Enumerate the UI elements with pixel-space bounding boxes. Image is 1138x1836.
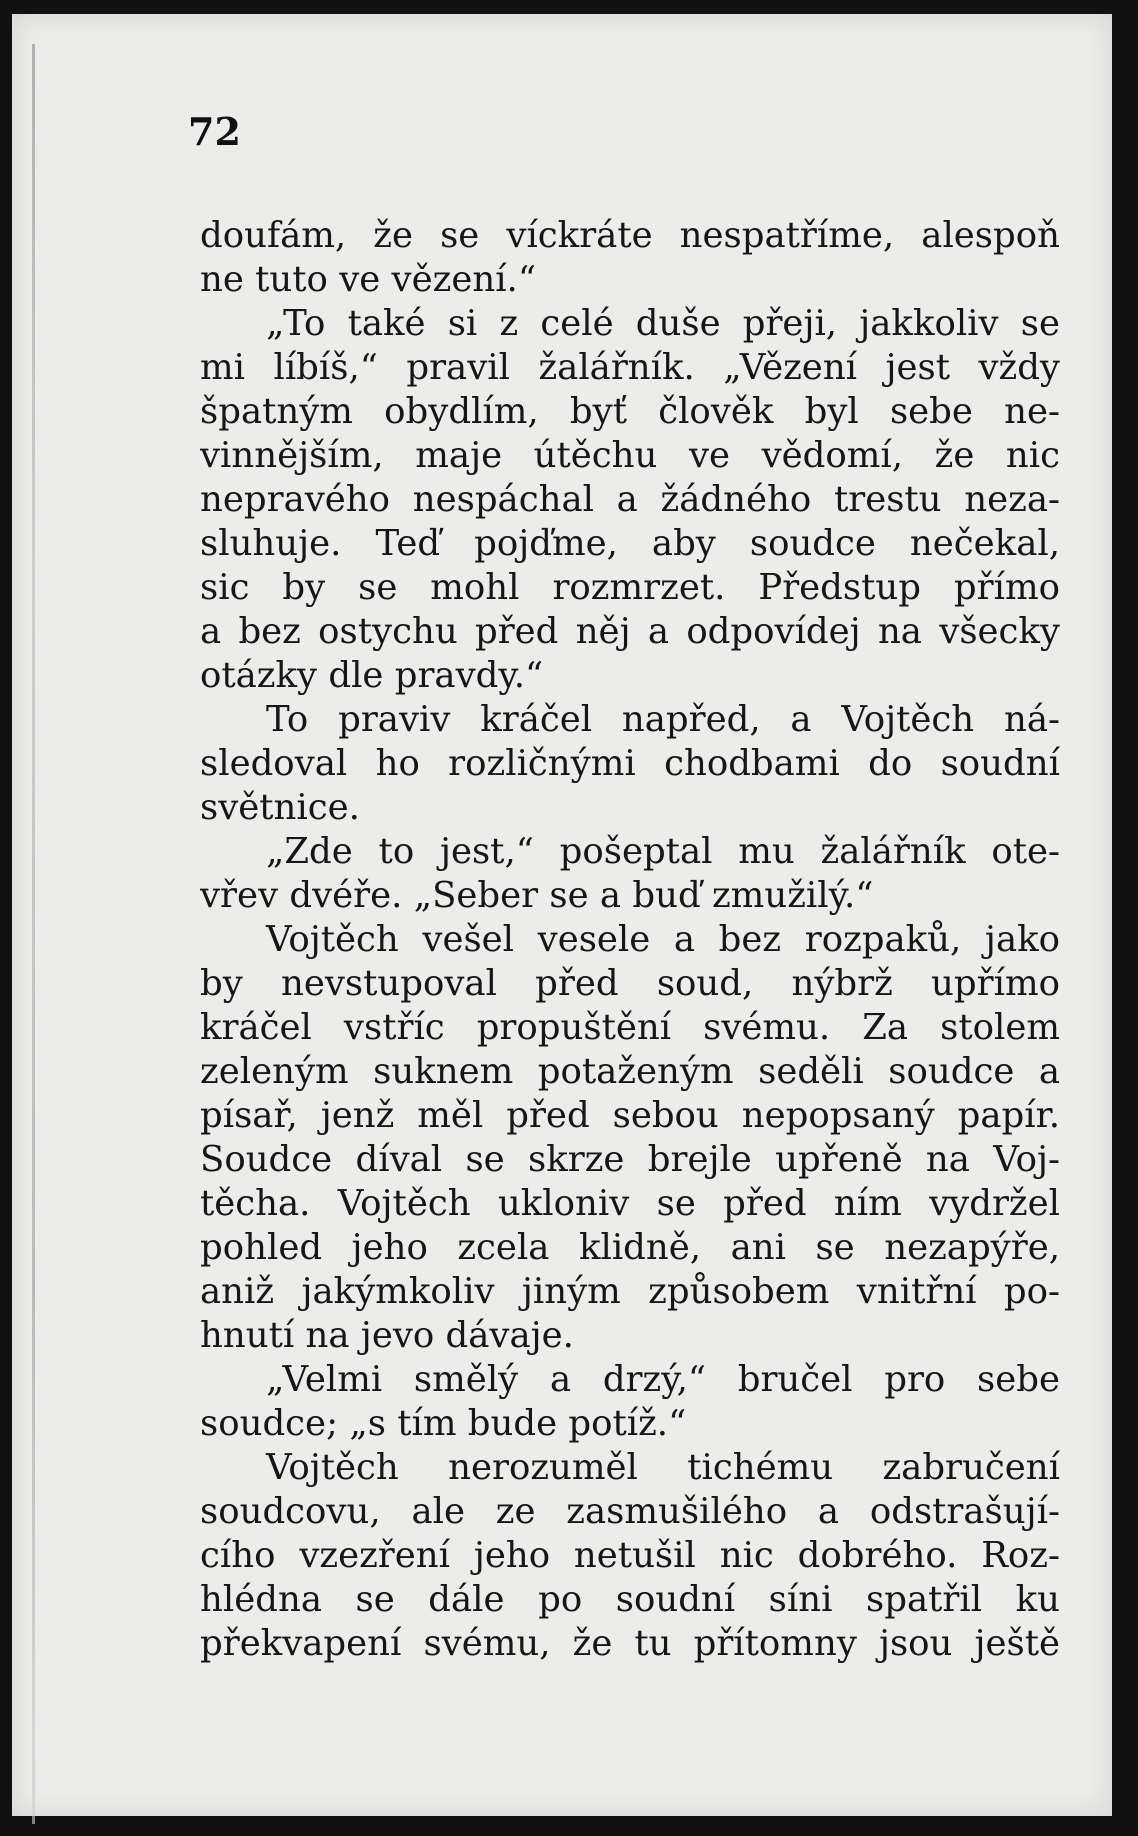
text-line: sluhuje. Teď pojďme, aby soudce nečekal, (200, 523, 1060, 564)
text-line: hnutí na jevo dávaje. (200, 1315, 574, 1356)
text-line: nepravého nespáchal a žádného trestu neza- (200, 479, 1060, 520)
book-page (12, 14, 1112, 1816)
text-line: špatným obydlím, byť člověk byl sebe ne- (200, 391, 1060, 432)
text-line: hlédna se dále po soudní síni spatřil ku (200, 1579, 1060, 1620)
text-line: by nevstupoval před soud, nýbrž upřímo (200, 963, 1060, 1004)
text-line: soudcovu, ale ze zasmušilého a odstrašují- (200, 1491, 1060, 1532)
text-line: Soudce díval se skrze brejle upřeně na Voj- (200, 1139, 1060, 1180)
text-line: písař, jenž měl před sebou nepopsaný papír. (200, 1095, 1060, 1136)
text-line: kráčel vstříc propuštění svému. Za stolem (200, 1007, 1060, 1048)
text-line: pohled jeho zcela klidně, ani se nezapýře, (200, 1227, 1060, 1268)
text-line: „To také si z celé duše přeji, jakkoliv se (266, 303, 1060, 344)
text-line: ne tuto ve vězení.“ (200, 259, 536, 300)
text-line: Vojtěch vešel vesele a bez rozpaků, jako (266, 919, 1060, 960)
text-line: zeleným suknem potaženým seděli soudce a (200, 1051, 1060, 1092)
page-number: 72 (188, 109, 241, 154)
text-line: sledoval ho rozličnými chodbami do soudní (200, 743, 1060, 784)
page-edge-divider (32, 44, 35, 1824)
text-line: „Zde to jest,“ pošeptal mu žalářník ote- (266, 831, 1060, 872)
text-line: sic by se mohl rozmrzet. Předstup přímo (200, 567, 1060, 608)
text-line: a bez ostychu před něj a odpovídej na všecky (200, 611, 1060, 652)
body-text (200, 214, 1060, 1666)
text-line: aniž jakýmkoliv jiným způsobem vnitřní po- (200, 1271, 1060, 1312)
text-line: Vojtěch nerozuměl tichému zabručení (266, 1447, 1060, 1488)
text-line: To praviv kráčel napřed, a Vojtěch ná- (266, 699, 1060, 740)
text-line: těcha. Vojtěch ukloniv se před ním vydržel (200, 1183, 1060, 1224)
text-line: mi líbíš,“ pravil žalářník. „Vězení jest vždy (200, 347, 1060, 388)
text-line: vinnějším, maje útěchu ve vědomí, že nic (200, 435, 1060, 476)
text-line: cího vzezření jeho netušil nic dobrého. Roz- (200, 1535, 1060, 1576)
text-line: otázky dle pravdy.“ (200, 655, 544, 696)
text-line: doufám, že se víckráte nespatříme, alespoň (200, 215, 1060, 256)
text-line: „Velmi smělý a drzý,“ bručel pro sebe (266, 1359, 1060, 1400)
text-line: světnice. (200, 787, 360, 828)
text-line: soudce; „s tím bude potíž.“ (200, 1403, 687, 1444)
text-line: překvapení svému, že tu přítomny jsou ještě (200, 1623, 1060, 1664)
text-line: vřev dvéře. „Seber se a buď zmužilý.“ (200, 875, 874, 916)
